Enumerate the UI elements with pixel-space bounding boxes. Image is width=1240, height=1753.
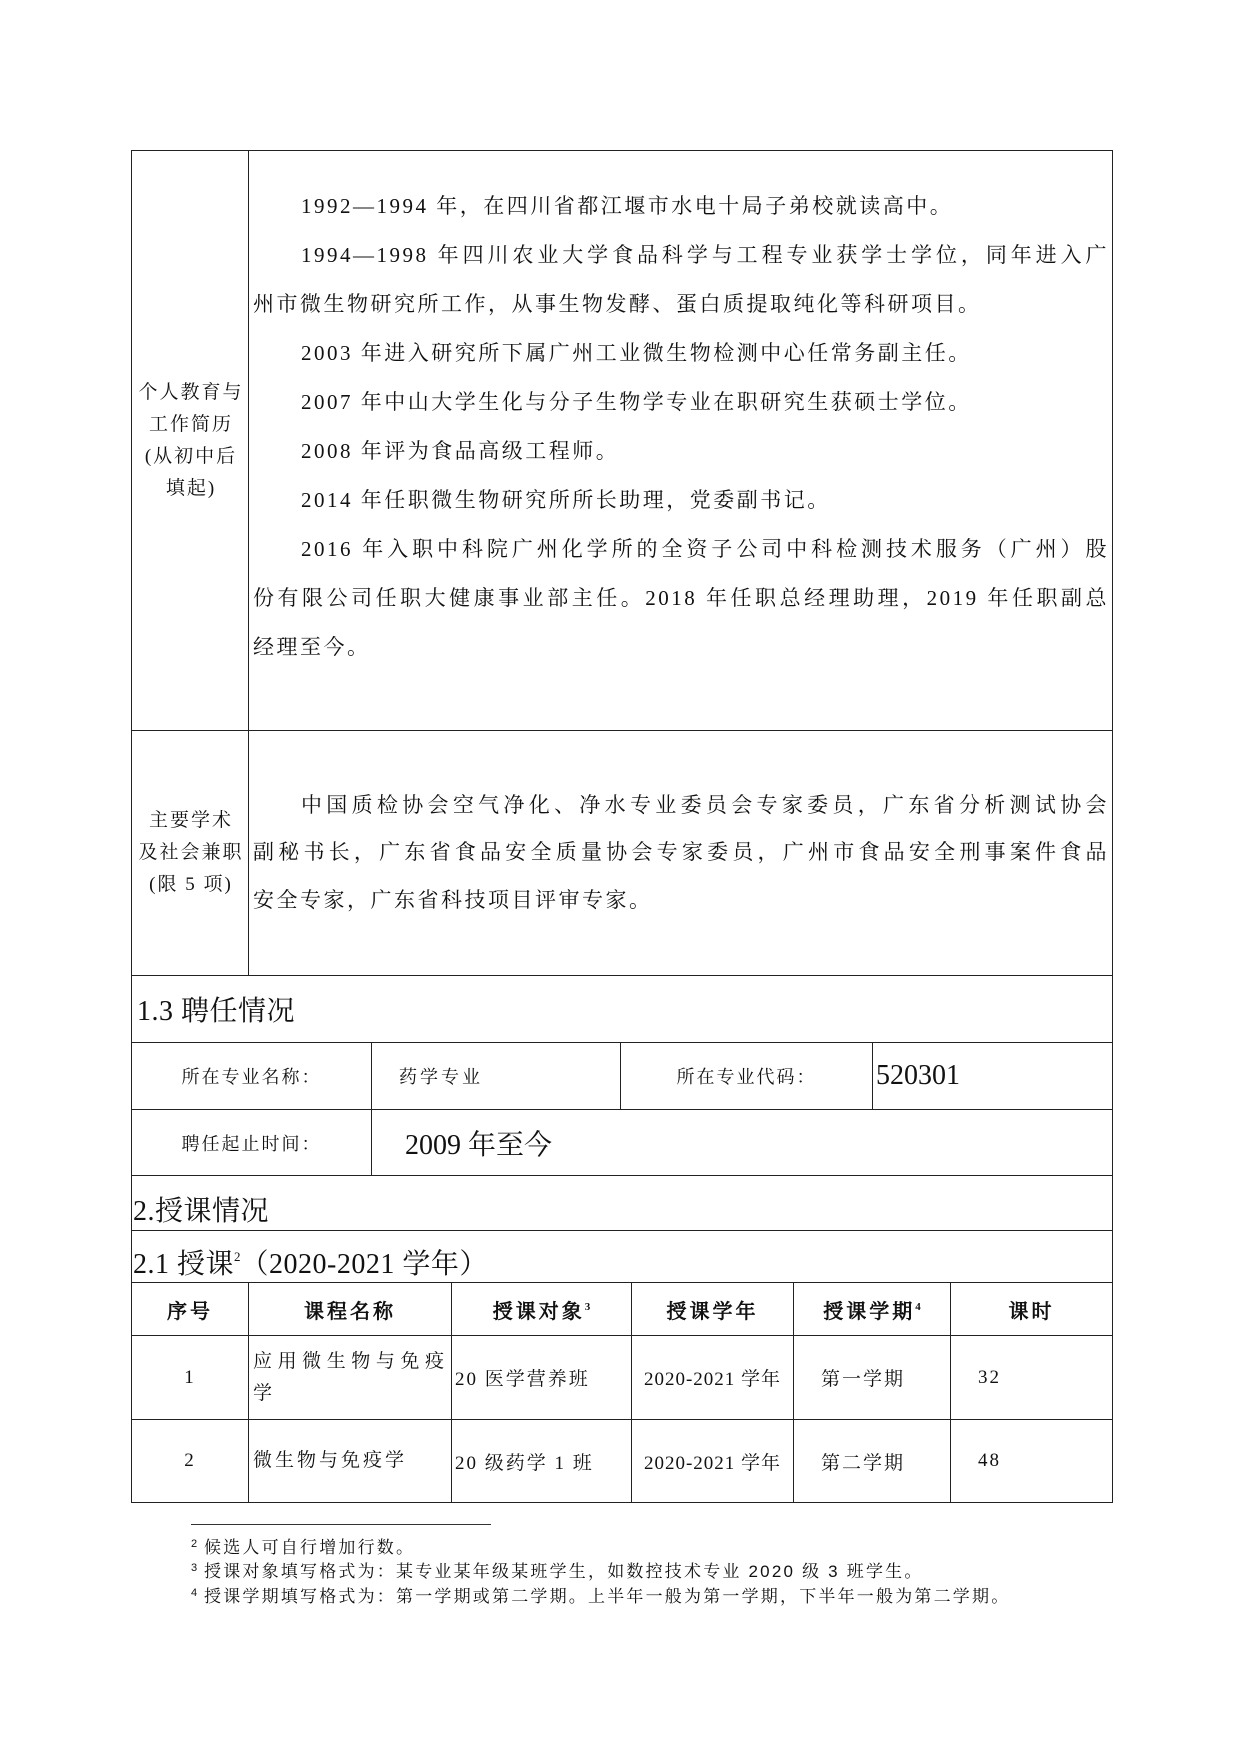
table-row-2-no [132,1420,249,1503]
education-line: 1992—1994 年，在四川省都江堰市水电十局子弟校就读高中。 [301,194,954,218]
column-header-label: 授课学年 [666,1300,759,1323]
table-row-1-term [794,1336,951,1420]
education-line: 1994—1998 年四川农业大学食品科学与工程专业获学士学位，同年进入广 [301,243,1109,267]
footnote: 4 授课学期填写格式为：第一学期或第二学期。上半年一般为第一学期，下半年一般为第二学期。 [191,1587,1011,1606]
major-name-value: 药学专业 [399,1067,483,1087]
column-header-term [794,1283,951,1336]
education-label-line: 工作简历 [148,413,233,435]
footnote: 2 候选人可自行增加行数。 [191,1538,416,1557]
column-header-course [249,1283,452,1336]
table-row-2-course [249,1420,452,1503]
footnote-text: 授课学期填写格式为：第一学期或第二学期。上半年一般为第一学期，下半年一般为第二学期。 [204,1587,1011,1606]
subheading-suffix: （2020-2021 学年） [240,1248,488,1280]
major-name-label-cell [132,1043,372,1110]
education-line: 经理至今。 [253,635,371,659]
major-name-cell [372,1043,621,1110]
education-label-line: (从初中后 [144,445,238,467]
appointment-heading: 1.3 聘任情况 [137,996,296,1027]
education-line: 2014 年任职微生物研究所所长助理，党委副书记。 [301,488,831,512]
education-line: 2008 年评为食品高级工程师。 [301,439,620,463]
column-header-year [632,1283,794,1336]
teaching-subheading [133,1242,488,1282]
course-term: 第二学期 [821,1452,906,1474]
footnote-ref-mark: 3 [584,1300,591,1313]
education-line: 州市微生物研究所工作，从事生物发酵、蛋白质提取纯化等科研项目。 [253,292,982,316]
major-code-label: 所在专业代码： [676,1067,817,1087]
footnote-ref-mark: 4 [915,1300,921,1313]
positions-label-line: 及社会兼职 [138,842,244,863]
education-paragraph [253,182,1109,231]
positions-label-line: (限 5 项) [149,874,233,895]
course-year: 2020-2021 学年 [643,1369,782,1390]
column-header-label: 序号 [167,1300,213,1323]
resume-table [131,150,1113,1503]
row-number: 2 [184,1450,196,1471]
period-cell [372,1110,1113,1176]
positions-line: 中国质检协会空气净化、净水专业委员会专家委员，广东省分析测试协会 [301,792,1109,817]
positions-cell [249,731,1113,976]
course-name: 微生物与免疫学 [253,1450,408,1471]
table-row-1-target [452,1336,632,1420]
education-paragraph [253,378,1109,427]
period-label-cell [132,1110,372,1176]
period-label: 聘任起止时间： [181,1133,322,1154]
major-name-label: 所在专业名称： [181,1067,322,1087]
column-header-target [452,1283,632,1336]
education-history-cell [249,151,1113,731]
education-line: 2003 年进入研究所下属广州工业微生物检测中心任常务副主任。 [301,341,972,365]
education-line: 2007 年中山大学生化与分子生物学专业在职研究生获硕士学位。 [301,390,972,414]
table-row-1-hours [951,1336,1113,1420]
column-header-no [132,1283,249,1336]
table-row-2-term [794,1420,951,1503]
column-header-label: 课程名称 [304,1300,396,1323]
positions-line: 安全专家，广东省科技项目评审专家。 [253,887,653,912]
footnote-ref-mark: 2 [234,1248,241,1264]
footnote: 3 授课对象填写格式为：某专业某年级某班学生，如数控技术专业 2020 级 3 班学生。 [191,1562,924,1581]
course-hours: 48 [978,1450,1001,1471]
education-label-cell [132,151,249,731]
table-row-2-target [452,1420,632,1503]
column-header-text: 授课学期 [823,1300,916,1323]
major-code-value: 520301 [876,1060,960,1091]
column-header-label: 课时 [1008,1300,1055,1323]
course-term: 第一学期 [821,1369,906,1390]
footnote-text: 授课对象填写格式为：某专业某年级某班学生，如数控技术专业 2020 级 3 班学生。 [204,1562,924,1581]
positions-line: 副秘书长，广东省食品安全质量协会专家委员，广州市食品安全刑事案件食品 [253,840,1109,865]
education-line: 2016 年入职中科院广州化学所的全资子公司中科检测技术服务（广州）股 [301,537,1109,561]
footnote-separator [191,1524,491,1525]
positions-label-cell [132,731,249,976]
table-row-1-year [632,1336,794,1420]
teaching-heading-cell [132,1176,1113,1231]
positions-label-line: 主要学术 [148,810,233,831]
education-paragraph [253,329,1109,378]
education-label-line: 填起) [165,477,217,499]
appointment-heading-cell [132,976,1113,1043]
footnote-text: 候选人可自行增加行数。 [204,1538,416,1557]
education-line: 份有限公司任职大健康事业部主任。2018 年任职总经理助理，2019 年任职副总 [253,586,1109,610]
column-header-label [823,1295,921,1324]
teaching-subheading-cell [132,1231,1113,1283]
column-header-text: 授课对象 [492,1300,585,1323]
education-paragraph [253,476,1109,525]
period-value: 2009 年至今 [405,1129,553,1161]
table-row-1-no [132,1336,249,1420]
subheading-prefix: 2.1 授课 [133,1248,235,1280]
course-name: 应用微生物与免疫学 [253,1350,447,1404]
table-row-1-course [249,1336,452,1420]
column-header-hours [951,1283,1113,1336]
education-paragraph [253,427,1109,476]
teaching-heading: 2.授课情况 [133,1196,270,1227]
column-header-label [493,1295,591,1324]
education-paragraph [253,525,1109,672]
table-row-2-year [632,1420,794,1503]
education-paragraph [253,231,1109,329]
education-label-line: 个人教育与 [138,381,244,403]
course-hours: 32 [978,1366,1001,1388]
course-target: 20 级药学 1 班 [455,1452,594,1474]
row-number: 1 [184,1366,196,1388]
course-target: 20 医学营养班 [455,1369,590,1390]
table-row-2-hours [951,1420,1113,1503]
major-code-label-cell [621,1043,873,1110]
major-code-cell [873,1043,1113,1110]
course-year: 2020-2021 学年 [643,1452,782,1474]
